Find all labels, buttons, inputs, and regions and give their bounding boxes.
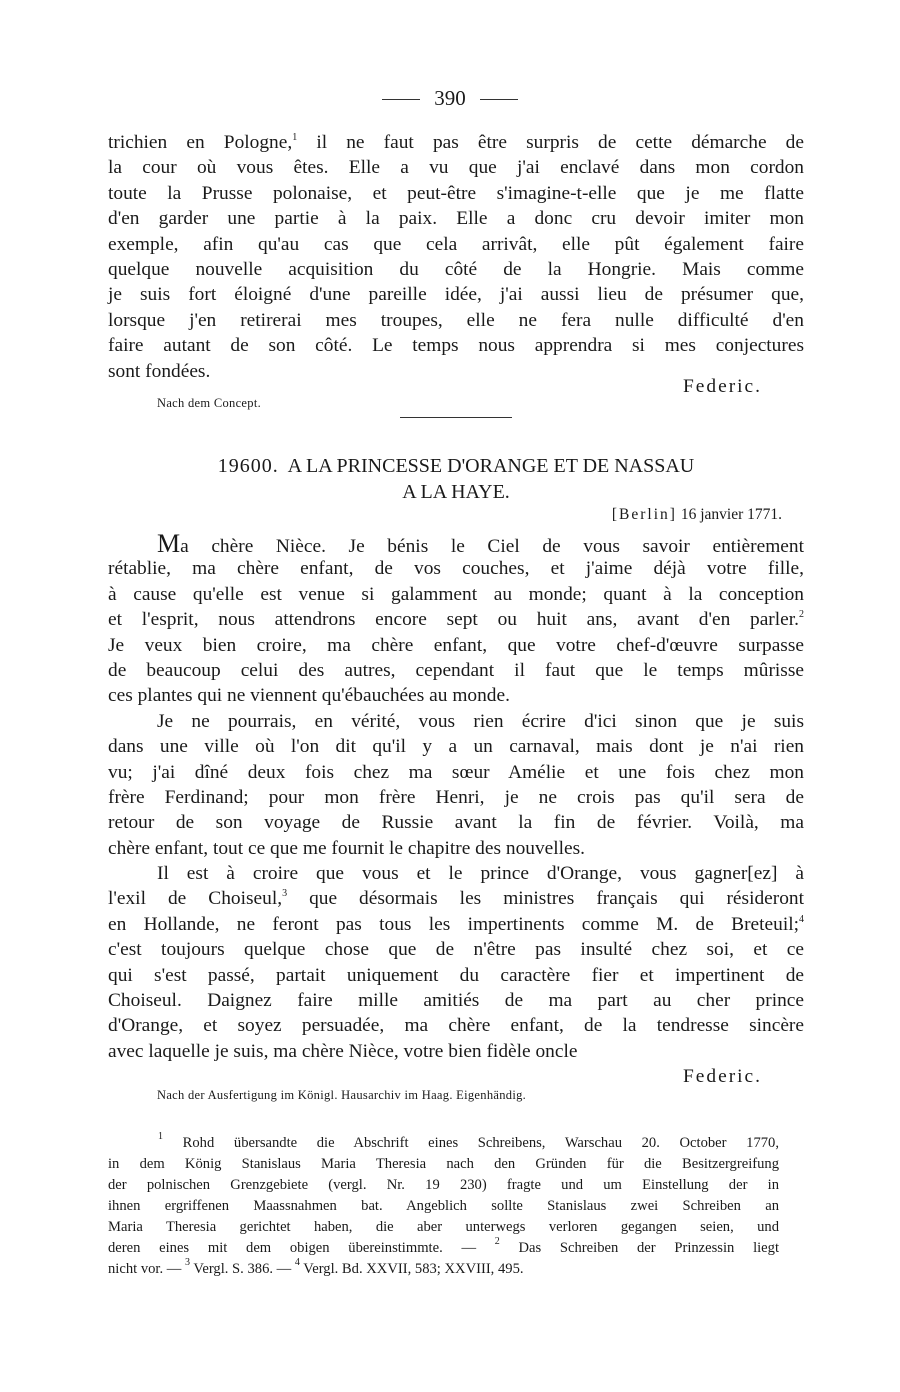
footnote-marker: 4 [294, 1257, 300, 1268]
footnote-ref: 3 [282, 888, 288, 900]
text-line: Choiseul. Daignez faire mille amitiés de ma part au cher prince [108, 990, 804, 1012]
footnote-ref: 1 [292, 132, 298, 143]
footnote-marker: 3 [185, 1257, 191, 1268]
source-note: Nach dem Concept. [157, 396, 262, 410]
text-line: je suis fort éloigné d'une pareille idée, j'ai aussi lieu de présumer que, [108, 284, 804, 306]
page-number: 390 [434, 86, 466, 110]
text-line: lorsque j'en retirerai mes troupes, elle ne fera nulle difficulté d'en [108, 309, 804, 331]
footnote-line: in dem König Stanislaus Maria Theresia nach den Gründen für die Besitzergreifung [108, 1156, 779, 1172]
text-line: Je veux bien croire, ma chère enfant, que votre chef-d'œuvre surpasse [108, 634, 804, 656]
letter-number: 19600. [217, 455, 279, 477]
text-line: de beaucoup celui des autres, cependant il faut que le temps mûrisse [108, 659, 804, 681]
text-line: ces plantes qui ne viennent qu'ébauchées au monde. [108, 685, 510, 707]
text-line: qui s'est passé, partait uniquement du caractère fier et impertinent de [108, 964, 804, 986]
signature: Federic. [683, 1066, 762, 1087]
letter-heading [108, 455, 804, 478]
footnote-marker: 1 [158, 1131, 163, 1142]
text-line: faire autant de son côté. Le temps nous apprendra si mes conjectures [108, 335, 804, 357]
footnote-ref: 4 [799, 913, 804, 925]
date: 16 janvier 1771. [680, 506, 782, 523]
letter-dateline [612, 506, 782, 524]
text-line: Je ne pourrais, en vérité, vous rien écrire d'ici sinon que je suis [157, 710, 804, 732]
text-line: vu; j'ai dîné deux fois chez ma sœur Amélie et une fois chez mon [108, 761, 804, 783]
text-line: la cour où vous êtes. Elle a vu que j'ai enclavé dans mon cordon [108, 157, 804, 179]
section-divider [400, 417, 512, 418]
footnote-line: Maria Theresia gerichtet haben, die aber unterwegs verloren gegangen seien, und [108, 1219, 779, 1235]
text-line: d'en garder une partie à la paix. Elle a donc cru devoir imiter mon [108, 208, 804, 230]
footnote-line: deren eines mit dem obigen übereinstimmte. — $^2$ Das Schreiben der Prinzessin liegt [108, 1236, 780, 1256]
letter-heading-line2: A LA HAYE. [402, 481, 510, 503]
header-rule-left [382, 99, 420, 100]
initial-letter: M [157, 529, 181, 558]
text-line: retour de son voyage de Russie avant la fin de février. Voilà, ma [108, 812, 804, 834]
text-line: chère enfant, tout ce que me fournit le chapitre des nouvelles. [108, 837, 586, 859]
footnote-line: der polnischen Grenzgebiete (vergl. Nr. 19 230) fragte und um Einstellung der in [108, 1177, 779, 1193]
text-line: dans une ville où l'on dit qu'il y a un carnaval, mais dont je n'ai rien [108, 736, 804, 758]
text-line: c'est toujours quelque chose que de n'être pas insulté chez soi, et ce [108, 939, 804, 961]
text-line: toute la Prusse polonaise, et peut-être s'imagine-t-elle que je me flatte [108, 182, 804, 204]
signature: Federic. [683, 376, 762, 397]
text-line: d'Orange, et soyez persuadée, ma chère enfant, de la tendresse sincère [108, 1015, 804, 1037]
footnotes [108, 1133, 779, 1280]
text-line: sont fondées. [108, 360, 211, 382]
footnote-line: ihnen ergriffenen Maassnahmen bat. Angeblich sollte Stanislaus zwei Schreiben an [108, 1198, 779, 1214]
header-rule-right [480, 99, 518, 100]
date-place: [Berlin] [611, 506, 677, 523]
text-line: trichien en Pologne,$^1$ il ne faut pas être surpris de cette démarche de [108, 132, 804, 153]
footnote-ref: 2 [799, 609, 804, 621]
text-line: exemple, afin qu'au cas que cela arrivât, elle pût également faire [108, 233, 804, 255]
source-note: Nach der Ausfertigung im Königl. Hausarchiv im Haag. Eigenhändig. [157, 1088, 527, 1102]
text-line: quelque nouvelle acquisition du côté de la Hongrie. Mais comme [108, 258, 804, 280]
footnote-line: nicht vor. — $^3$ Vergl. S. 386. — $^4$ Vergl. Bd. XXVII, 583; XXVIII, 495. [108, 1257, 524, 1277]
text-line: l'exil de Choiseul,$^3$ que désormais les ministres français qui résideront [108, 888, 804, 910]
letter-2-body [108, 531, 804, 1064]
text-line: rétablie, ma chère enfant, de vos couches, et j'aime déjà votre fille, [108, 558, 804, 580]
text-line: frère Ferdinand; pour mon frère Henri, je ne crois pas qu'il sera de [108, 786, 804, 808]
footnote-marker: 2 [494, 1236, 500, 1247]
page-header [0, 86, 900, 111]
text-line: et l'esprit, nous attendrons encore sept ou huit ans, avant d'en parler.$^2$ [108, 609, 804, 631]
text-line: à cause qu'elle est venue si galamment au monde; quant à la conception [108, 583, 804, 605]
text-line: Il est à croire que vous et le prince d'Orange, vous gagner[ez] à [157, 863, 804, 885]
footnote-line: $^1$ Rohd übersandte die Abschrift eines Schreibens, Warschau 20. October 1770, [158, 1131, 779, 1151]
letter-1-body [108, 130, 804, 384]
text-line: avec laquelle je suis, ma chère Nièce, votre bien fidèle oncle [108, 1040, 578, 1062]
text-line: Ma chère Nièce. Je bénis le Ciel de vous savoir entièrement [157, 529, 804, 558]
text-line: en Hollande, ne feront pas tous les impertinents comme M. de Breteuil;$^4$ [108, 913, 804, 935]
letter-title: A LA PRINCESSE D'ORANGE ET DE NASSAU [287, 455, 695, 477]
